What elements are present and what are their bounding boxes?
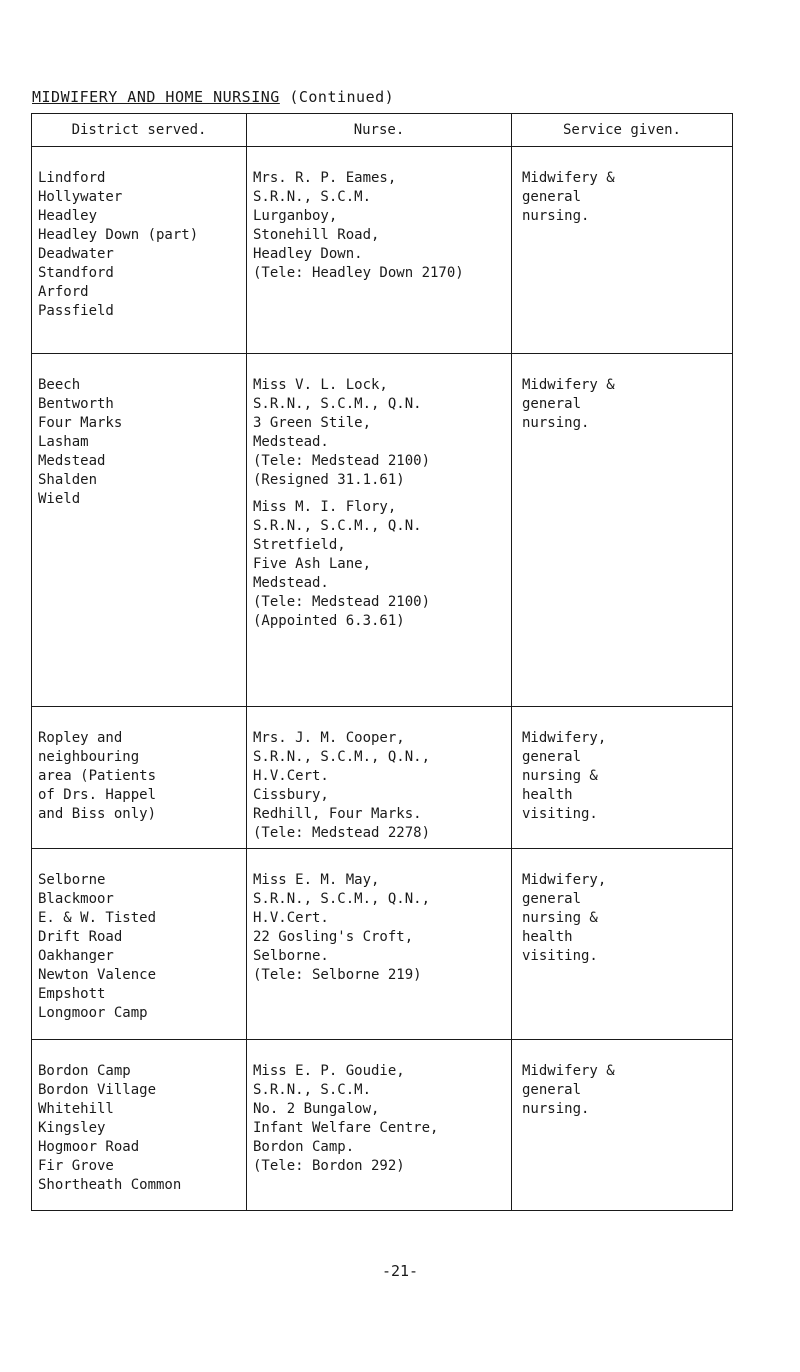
cell-line: Empshott bbox=[38, 986, 106, 1002]
cell-line: of Drs. Happel bbox=[38, 787, 157, 803]
cell-line: Midwifery & bbox=[522, 170, 615, 186]
cell-line: H.V.Cert. bbox=[253, 910, 329, 926]
header-row bbox=[32, 114, 733, 147]
cell-line: Mrs. J. M. Cooper, bbox=[253, 730, 405, 746]
cell-line: Midwifery, bbox=[522, 872, 607, 888]
cell-line: Stonehill Road, bbox=[253, 227, 380, 243]
cell-line: Kingsley bbox=[38, 1120, 106, 1136]
cell-line: Blackmoor bbox=[38, 891, 114, 907]
cell-line: (Appointed 6.3.61) bbox=[253, 613, 405, 629]
cell-line: Oakhanger bbox=[38, 948, 114, 964]
cell-line: Drift Road bbox=[38, 929, 123, 945]
district-cell bbox=[32, 1040, 247, 1211]
cell-line: Deadwater bbox=[38, 246, 114, 262]
cell-line: (Tele: Medstead 2100) bbox=[253, 594, 431, 610]
cell-line: Longmoor Camp bbox=[38, 1005, 148, 1021]
header-service: Service given. bbox=[512, 114, 733, 147]
cell-line: health bbox=[522, 787, 573, 803]
cell-line: Miss V. L. Lock, bbox=[253, 377, 388, 393]
cell-line: Redhill, Four Marks. bbox=[253, 806, 422, 822]
cell-line: area (Patients bbox=[38, 768, 157, 784]
cell-line: S.R.N., S.C.M., Q.N., bbox=[253, 891, 431, 907]
cell-line: Lasham bbox=[38, 434, 89, 450]
cell-line: Midwifery & bbox=[522, 1063, 615, 1079]
cell-line: Midwifery & bbox=[522, 377, 615, 393]
cell-line: Arford bbox=[38, 284, 89, 300]
nurse-cell bbox=[247, 1040, 512, 1211]
cell-line: Headley bbox=[38, 208, 98, 224]
nurse-cell bbox=[247, 147, 512, 354]
cell-line: Whitehill bbox=[38, 1101, 114, 1117]
cell-line: Wield bbox=[38, 491, 81, 507]
table-row bbox=[32, 354, 733, 707]
cell-line: Shalden bbox=[38, 472, 98, 488]
header-district: District served. bbox=[32, 114, 247, 147]
cell-line: S.R.N., S.C.M., Q.N., bbox=[253, 749, 431, 765]
district-cell bbox=[32, 147, 247, 354]
table-row bbox=[32, 147, 733, 354]
cell-line: Five Ash Lane, bbox=[253, 556, 372, 572]
nurse-cell bbox=[247, 849, 512, 1040]
cell-line: Medstead bbox=[38, 453, 106, 469]
cell-line: (Tele: Bordon 292) bbox=[253, 1158, 405, 1174]
table-row bbox=[32, 849, 733, 1040]
cell-line: Lurganboy, bbox=[253, 208, 338, 224]
cell-line: 22 Gosling's Croft, bbox=[253, 929, 414, 945]
table-row bbox=[32, 707, 733, 849]
header-nurse: Nurse. bbox=[247, 114, 512, 147]
title-main: MIDWIFERY AND HOME NURSING bbox=[32, 88, 280, 106]
cell-line: Beech bbox=[38, 377, 81, 393]
service-cell bbox=[512, 354, 733, 707]
cell-line: Fir Grove bbox=[38, 1158, 114, 1174]
cell-line: Lindford bbox=[38, 170, 106, 186]
title-suffix: (Continued) bbox=[279, 88, 395, 106]
district-cell bbox=[32, 707, 247, 849]
cell-line: general bbox=[522, 1082, 582, 1098]
cell-line: 3 Green Stile, bbox=[253, 415, 372, 431]
cell-line: (Tele: Selborne 219) bbox=[253, 967, 422, 983]
cell-line: and Biss only) bbox=[38, 806, 157, 822]
cell-line: (Tele: Medstead 2100) bbox=[253, 453, 431, 469]
cell-line: nursing & bbox=[522, 768, 598, 784]
cell-line: health bbox=[522, 929, 573, 945]
cell-line: Selborne bbox=[38, 872, 106, 888]
cell-line: Miss M. I. Flory, bbox=[253, 499, 397, 515]
cell-line: general bbox=[522, 396, 582, 412]
cell-line: No. 2 Bungalow, bbox=[253, 1101, 380, 1117]
cell-line: Shortheath Common bbox=[38, 1177, 182, 1193]
cell-line: Cissbury, bbox=[253, 787, 329, 803]
nurse-cell bbox=[247, 707, 512, 849]
cell-line: visiting. bbox=[522, 806, 598, 822]
cell-line: S.R.N., S.C.M. bbox=[253, 189, 372, 205]
cell-line: nursing. bbox=[522, 208, 590, 224]
nursing-table bbox=[31, 113, 733, 1211]
district-cell bbox=[32, 354, 247, 707]
service-cell bbox=[512, 147, 733, 354]
cell-line: Four Marks bbox=[38, 415, 123, 431]
cell-line: S.R.N., S.C.M., Q.N. bbox=[253, 396, 422, 412]
service-cell bbox=[512, 849, 733, 1040]
cell-line: Medstead. bbox=[253, 434, 329, 450]
cell-line: visiting. bbox=[522, 948, 598, 964]
cell-line: general bbox=[522, 891, 582, 907]
district-cell bbox=[32, 849, 247, 1040]
cell-line: Passfield bbox=[38, 303, 114, 319]
cell-line: general bbox=[522, 749, 582, 765]
cell-line: Ropley and bbox=[38, 730, 123, 746]
cell-line: nursing. bbox=[522, 415, 590, 431]
cell-line: Miss E. M. May, bbox=[253, 872, 380, 888]
cell-line: S.R.N., S.C.M., Q.N. bbox=[253, 518, 422, 534]
cell-line: Bordon Camp. bbox=[253, 1139, 355, 1155]
service-cell bbox=[512, 1040, 733, 1211]
cell-line: nursing. bbox=[522, 1101, 590, 1117]
cell-line: Bentworth bbox=[38, 396, 114, 412]
cell-line: Bordon Village bbox=[38, 1082, 157, 1098]
cell-line: (Tele: Medstead 2278) bbox=[253, 825, 431, 841]
cell-line: Bordon Camp bbox=[38, 1063, 131, 1079]
cell-line: Selborne. bbox=[253, 948, 329, 964]
entry-gap bbox=[253, 490, 507, 498]
cell-line: Infant Welfare Centre, bbox=[253, 1120, 439, 1136]
cell-line: Newton Valence bbox=[38, 967, 157, 983]
cell-line: (Resigned 31.1.61) bbox=[253, 472, 405, 488]
cell-line: general bbox=[522, 189, 582, 205]
cell-line: Standford bbox=[38, 265, 114, 281]
cell-line: neighbouring bbox=[38, 749, 140, 765]
cell-line: Medstead. bbox=[253, 575, 329, 591]
cell-line: (Tele: Headley Down 2170) bbox=[253, 265, 464, 281]
cell-line: nursing & bbox=[522, 910, 598, 926]
cell-line: E. & W. Tisted bbox=[38, 910, 157, 926]
cell-line: Mrs. R. P. Eames, bbox=[253, 170, 397, 186]
page-title bbox=[32, 88, 394, 106]
cell-line: Hogmoor Road bbox=[38, 1139, 140, 1155]
cell-line: Miss E. P. Goudie, bbox=[253, 1063, 405, 1079]
cell-line: Stretfield, bbox=[253, 537, 346, 553]
cell-line: Hollywater bbox=[38, 189, 123, 205]
table-row bbox=[32, 1040, 733, 1211]
cell-line: S.R.N., S.C.M. bbox=[253, 1082, 372, 1098]
cell-line: Midwifery, bbox=[522, 730, 607, 746]
cell-line: Headley Down (part) bbox=[38, 227, 199, 243]
nurse-cell bbox=[247, 354, 512, 707]
cell-line: Headley Down. bbox=[253, 246, 363, 262]
page-number: -21- bbox=[381, 1262, 419, 1280]
service-cell bbox=[512, 707, 733, 849]
cell-line: H.V.Cert. bbox=[253, 768, 329, 784]
